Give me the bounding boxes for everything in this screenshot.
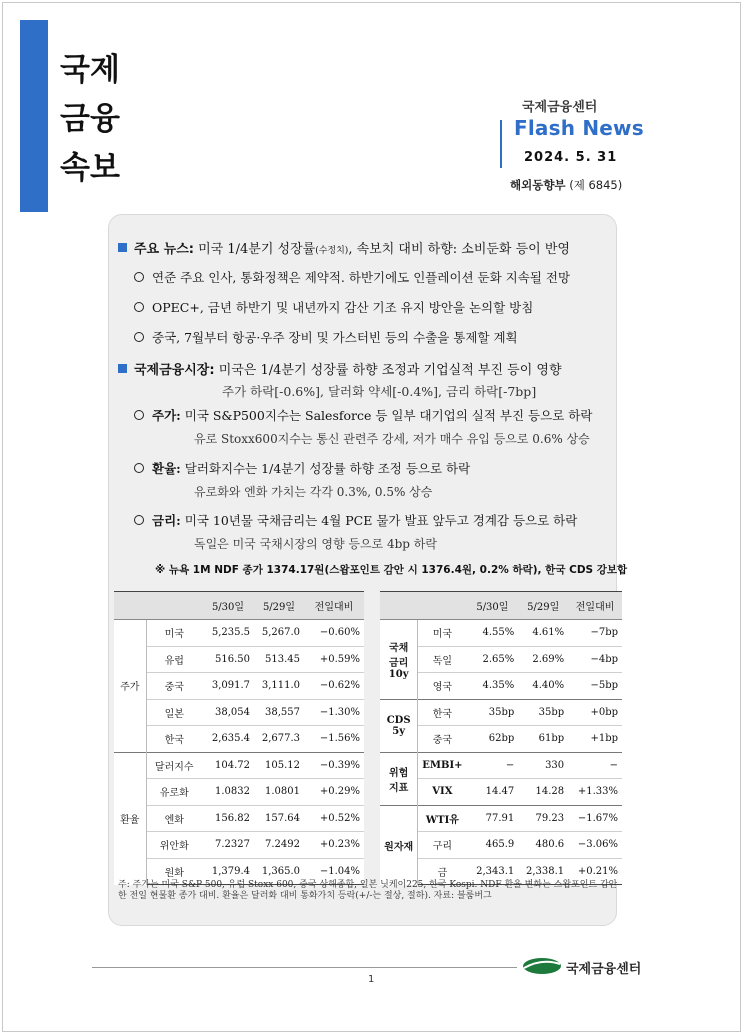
report-date: 2024. 5. 31 <box>524 150 618 165</box>
table-group-label: 국채 금리 10y <box>380 620 418 700</box>
table-header-cell <box>380 592 418 620</box>
table-cell: 5,267.0 <box>254 620 304 647</box>
market-item-text: 미국 S&P500지수는 Salesforce 등 일부 대기업의 실적 부진 등으로 하락 <box>184 408 593 423</box>
table-cell: −1.30% <box>304 699 364 726</box>
title-accent-bar <box>20 20 48 212</box>
table-cell: 1,365.0 <box>254 858 304 885</box>
news-item <box>134 268 570 286</box>
kcif-logo-icon <box>522 956 562 976</box>
table-cell: −0.60% <box>304 620 364 647</box>
table-cell: 2,635.4 <box>211 733 250 745</box>
title-line-2: 금융 <box>60 101 120 137</box>
news-item <box>134 298 533 316</box>
table-group-label: 환율 <box>114 752 146 885</box>
table-group-label: CDS 5y <box>380 699 418 752</box>
table-cell: − <box>467 752 519 779</box>
table-cell: 62bp <box>488 733 515 745</box>
market-headline <box>118 359 562 378</box>
square-bullet-icon <box>118 364 127 373</box>
market-headline-text: 미국은 1/4분기 성장률 하향 조정과 기업실적 부진 등이 영향 <box>218 363 562 378</box>
table-cell: −1.56% <box>319 733 360 745</box>
table-row <box>114 805 364 832</box>
flash-news-title: Flash News <box>514 116 644 140</box>
table-cell: 465.9 <box>467 832 519 859</box>
table-cell: 5,235.5 <box>202 620 254 647</box>
title-line-3: 속보 <box>60 150 120 186</box>
table-header-cell <box>146 592 202 620</box>
news-headline <box>118 238 570 257</box>
table-row <box>380 699 622 726</box>
table-group-label: 주가 <box>114 620 146 753</box>
market-item-rates <box>134 511 577 529</box>
table-cell: +1.33% <box>577 786 618 798</box>
market-summary: 주가 하락[-0.6%], 달러화 약세[-0.4%], 금리 하락[-7bp] <box>222 384 537 399</box>
table-row-label: 미국 <box>418 620 467 647</box>
table-cell: 2.69% <box>518 646 568 673</box>
table-cell: 14.28 <box>535 786 565 798</box>
news-label: 주요 뉴스: <box>134 242 194 257</box>
table-row-label: 중국 <box>146 673 202 700</box>
table-row-label: 독일 <box>418 646 467 673</box>
market-item-label: 금리: <box>152 513 181 528</box>
table-group-label: 위험 지표 <box>380 752 418 805</box>
table-cell: +0.52% <box>304 805 364 832</box>
table-row-label: 위안화 <box>146 832 202 859</box>
table-cell: 4.55% <box>467 620 519 647</box>
table-cell: 2,677.3 <box>261 733 300 745</box>
table-footnote: 주: 주가는 미국 S&P 500, 유럽 Stoxx 600, 중국 상해종합, 일본 닛케이225, 한국 Kospi. NDF 환율 변화는 스왑포인트 감안한 전일 현물환 종가 대비. 환율은 달러화 대비 통화가치 등락(+/-는 절상, 절하). 자료: 블룸버그 <box>118 880 618 901</box>
table-header-row <box>380 592 622 620</box>
market-table-right <box>380 591 622 885</box>
news-item-text: 중국, 7월부터 항공·우주 장비 및 가스터빈 등의 수출을 통제할 계획 <box>152 330 518 345</box>
table-cell: 1.0832 <box>202 779 254 806</box>
table-row <box>114 646 364 673</box>
footer-divider <box>92 967 517 968</box>
table-header-cell: 5/30일 <box>202 592 254 620</box>
table-cell: 157.64 <box>254 805 304 832</box>
table-cell: 156.82 <box>202 805 254 832</box>
center-name: 국제금융센터 <box>522 100 598 115</box>
table-row <box>380 752 622 779</box>
table-row-label: 한국 <box>164 735 184 747</box>
table-cell: −4bp <box>568 646 622 673</box>
table-row-label: WTI유 <box>418 805 467 832</box>
news-headline-a: 미국 1/4분기 성장률 <box>198 242 316 257</box>
table-cell: 3,111.0 <box>254 673 304 700</box>
market-item-fx <box>134 459 470 477</box>
table-cell: 2,338.1 <box>518 858 568 885</box>
table-cell: −7bp <box>568 620 622 647</box>
table-row-label: 중국 <box>432 735 453 747</box>
table-cell: 516.50 <box>202 646 254 673</box>
market-item-sub: 독일은 미국 국채시장의 영향 등으로 4bp 하락 <box>194 537 437 551</box>
table-row-label: 유로화 <box>146 779 202 806</box>
table-row-label: 일본 <box>146 699 202 726</box>
table-cell: +0.29% <box>304 779 364 806</box>
table-header-cell: 전일대비 <box>304 592 364 620</box>
department-name: 해외동향부 <box>510 178 566 192</box>
table-cell: 3,091.7 <box>202 673 254 700</box>
table-cell: 79.23 <box>518 805 568 832</box>
table-row-label: 영국 <box>432 682 453 694</box>
table-row <box>380 620 622 647</box>
table-row-label: 엔화 <box>146 805 202 832</box>
table-cell: 513.45 <box>254 646 304 673</box>
table-row-label: 한국 <box>418 699 467 726</box>
table-cell: +0bp <box>568 699 622 726</box>
table-cell: +0.21% <box>568 858 622 885</box>
table-cell: −0.62% <box>304 673 364 700</box>
table-cell: 2.65% <box>467 646 519 673</box>
table-header-cell: 5/30일 <box>467 592 519 620</box>
circle-bullet-icon <box>134 410 144 420</box>
table-cell: 4.61% <box>518 620 568 647</box>
market-item-text: 달러화지수는 1/4분기 성장률 하향 조정 등으로 하락 <box>184 461 471 476</box>
news-item-text: OPEC+, 금년 하반기 및 내년까지 감산 기조 유지 방안을 논의할 방침 <box>152 300 534 315</box>
page-number: 1 <box>368 974 375 985</box>
table-row <box>114 726 364 753</box>
news-item-text: 연준 주요 인사, 통화정책은 제약적. 하반기에도 인플레이션 둔화 지속될 전망 <box>152 270 571 285</box>
table-row <box>114 832 364 859</box>
circle-bullet-icon <box>134 463 144 473</box>
market-item-sub: 유로 Stoxx600지수는 통신 관련주 강세, 저가 매수 유입 등으로 0.6% 상승 <box>194 432 590 446</box>
circle-bullet-icon <box>134 302 144 312</box>
table-cell: − <box>568 752 622 779</box>
table-cell: +0.23% <box>304 832 364 859</box>
table-row <box>114 673 364 700</box>
title-line-1: 국제 <box>60 52 120 88</box>
table-cell: 2,343.1 <box>467 858 519 885</box>
table-row-label: 달러지수 <box>146 752 202 779</box>
market-item-sub: 유로화와 엔화 가치는 각각 0.3%, 0.5% 상승 <box>194 485 433 499</box>
table-header-row <box>114 592 364 620</box>
table-cell: 1.0801 <box>254 779 304 806</box>
table-cell: −0.39% <box>304 752 364 779</box>
table-row <box>380 805 622 832</box>
square-bullet-icon <box>118 243 127 252</box>
table-row <box>114 620 364 647</box>
table-cell: 77.91 <box>467 805 519 832</box>
footer-logo-text: 국제금융센터 <box>566 962 642 977</box>
table-header-cell <box>418 592 467 620</box>
news-headline-small: (수정치) <box>315 246 349 256</box>
market-item-text: 미국 10년물 국채금리는 4월 PCE 물가 발표 앞두고 경계감 등으로 하락 <box>184 513 578 528</box>
news-item <box>134 328 518 346</box>
table-cell: 480.6 <box>518 832 568 859</box>
news-headline-b: , 속보치 대비 하향: 소비둔화 등이 반영 <box>348 242 570 257</box>
table-cell: 38,054 <box>202 699 254 726</box>
market-item-label: 주가: <box>152 408 181 423</box>
market-label: 국제금융시장: <box>134 363 215 378</box>
table-row-label: VIX <box>432 786 453 798</box>
table-cell: 14.47 <box>485 786 515 798</box>
table-row <box>114 779 364 806</box>
circle-bullet-icon <box>134 332 144 342</box>
table-cell: 4.35% <box>482 680 515 692</box>
market-item-label: 환율: <box>152 461 181 476</box>
table-header-cell: 5/29일 <box>518 592 568 620</box>
table-header-cell: 5/29일 <box>254 592 304 620</box>
market-table-left <box>114 591 364 885</box>
table-cell: +1bp <box>590 733 618 745</box>
table-row-label: 구리 <box>418 832 467 859</box>
report-title <box>60 46 120 193</box>
table-header-cell <box>114 592 146 620</box>
table-row-label: 금 <box>418 858 467 885</box>
table-cell: 104.72 <box>202 752 254 779</box>
circle-bullet-icon <box>134 515 144 525</box>
issue-number: (제 6845) <box>569 178 623 192</box>
department <box>510 177 622 193</box>
table-cell: 330 <box>518 752 568 779</box>
table-cell: 35bp <box>518 699 568 726</box>
table-row <box>114 699 364 726</box>
header-divider <box>500 120 502 168</box>
table-cell: −1.67% <box>568 805 622 832</box>
table-cell: 35bp <box>467 699 519 726</box>
table-cell: −3.06% <box>568 832 622 859</box>
table-cell: +0.59% <box>304 646 364 673</box>
table-cell: 105.12 <box>254 752 304 779</box>
table-cell: 1,379.4 <box>202 858 254 885</box>
table-cell: 4.40% <box>532 680 565 692</box>
table-cell: 61bp <box>538 733 565 745</box>
table-cell: 7.2327 <box>202 832 254 859</box>
table-group-label: 원자재 <box>380 805 418 885</box>
table-row-label: 원화 <box>146 858 202 885</box>
table-cell: 7.2492 <box>254 832 304 859</box>
market-item-stocks <box>134 406 592 424</box>
table-header-cell: 전일대비 <box>568 592 622 620</box>
table-row <box>114 752 364 779</box>
table-row-label: 유럽 <box>146 646 202 673</box>
ndf-note: ※ 뉴욕 1M NDF 종가 1374.17원(스왑포인트 감안 시 1376.4원, 0.2% 하락), 한국 CDS 강보합 <box>155 564 628 576</box>
circle-bullet-icon <box>134 272 144 282</box>
table-row-label: EMBI+ <box>418 752 467 779</box>
table-cell: −1.04% <box>304 858 364 885</box>
table-row-label: 미국 <box>146 620 202 647</box>
table-cell: −5bp <box>590 680 618 692</box>
table-cell: 38,557 <box>254 699 304 726</box>
